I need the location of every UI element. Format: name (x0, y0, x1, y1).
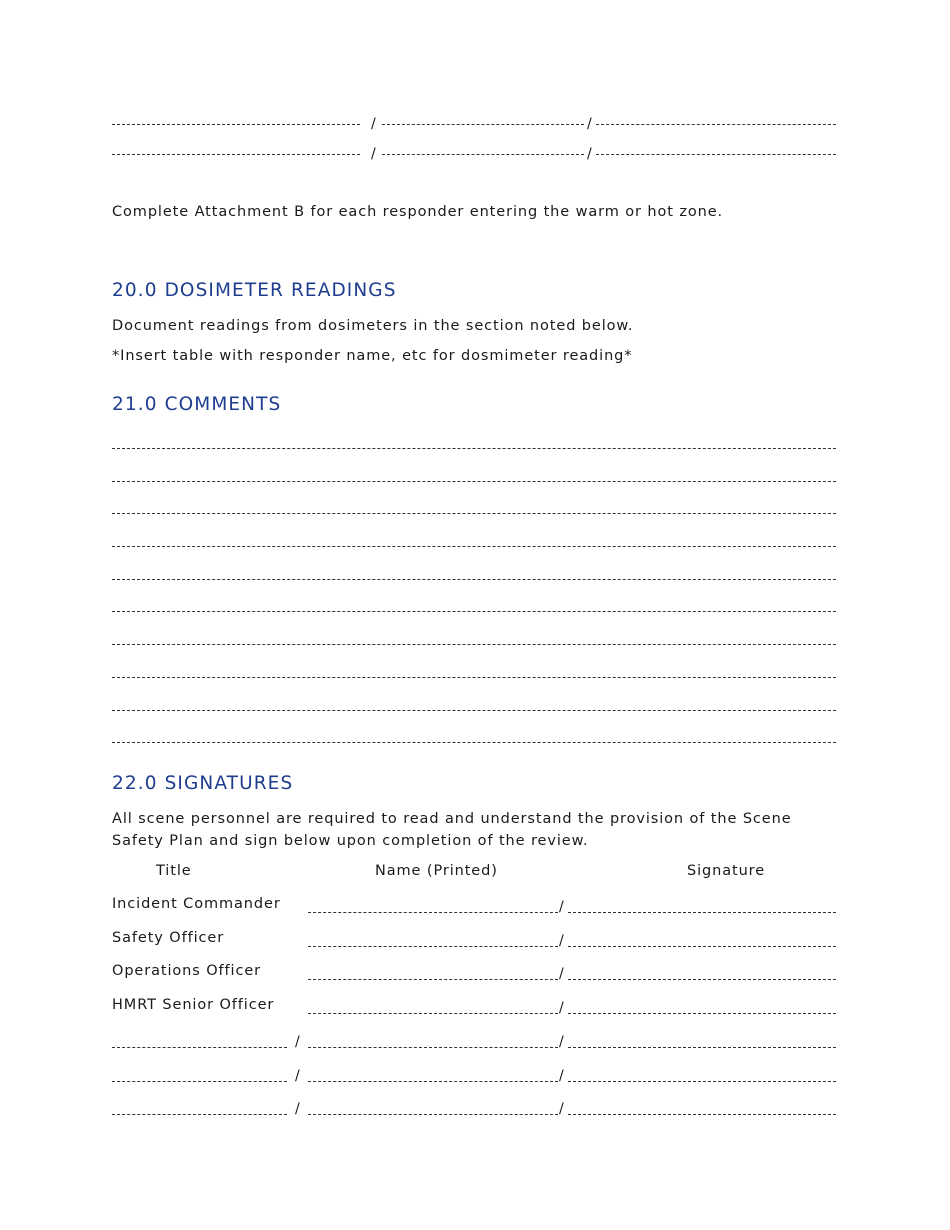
blank-field[interactable] (382, 124, 584, 125)
title-field[interactable] (112, 1047, 287, 1048)
comment-line[interactable] (112, 437, 836, 449)
name-field[interactable] (308, 979, 558, 980)
separator: / (559, 933, 564, 949)
comment-line[interactable] (112, 514, 836, 547)
name-field[interactable] (308, 1081, 558, 1082)
dosimeter-placeholder-note: *Insert table with responder name, etc for dosmimeter reading* (112, 348, 633, 364)
separator: / (559, 1000, 564, 1016)
role-label: HMRT Senior Officer (112, 997, 275, 1013)
signature-row-safety-officer (112, 929, 836, 953)
section-heading-dosimeter: 20.0 DOSIMETER READINGS (112, 280, 397, 301)
signature-field[interactable] (568, 912, 836, 913)
role-label: Incident Commander (112, 896, 281, 912)
separator: / (587, 116, 592, 132)
blank-field[interactable] (596, 154, 836, 155)
signature-row-operations-officer (112, 962, 836, 986)
separator: / (371, 146, 376, 162)
blank-field[interactable] (112, 124, 360, 125)
role-label: Safety Officer (112, 930, 225, 946)
comments-lines (112, 437, 836, 743)
signature-field[interactable] (568, 1013, 836, 1014)
signature-row-blank (112, 1097, 836, 1121)
comment-line[interactable] (112, 612, 836, 645)
comment-line[interactable] (112, 645, 836, 678)
signature-field[interactable] (568, 1081, 836, 1082)
section-heading-comments: 21.0 COMMENTS (112, 394, 282, 415)
signature-row-hmrt-senior-officer (112, 996, 836, 1020)
comment-line[interactable] (112, 482, 836, 515)
name-field[interactable] (308, 1013, 558, 1014)
blank-field[interactable] (382, 154, 584, 155)
role-label: Operations Officer (112, 963, 262, 979)
separator: / (559, 1034, 564, 1050)
signature-row-incident-commander (112, 895, 836, 919)
comment-line[interactable] (112, 580, 836, 613)
signature-field[interactable] (568, 946, 836, 947)
comment-line[interactable] (112, 678, 836, 711)
signature-row-blank (112, 1030, 836, 1054)
section-heading-signatures: 22.0 SIGNATURES (112, 773, 294, 794)
separator: / (587, 146, 592, 162)
attachment-note: Complete Attachment B for each responder entering the warm or hot zone. (112, 204, 724, 220)
separator: / (371, 116, 376, 132)
name-field[interactable] (308, 1047, 558, 1048)
signature-field[interactable] (568, 979, 836, 980)
column-header-signature: Signature (687, 863, 766, 879)
name-field[interactable] (308, 946, 558, 947)
blank-field[interactable] (596, 124, 836, 125)
separator: / (559, 1068, 564, 1084)
separator: / (559, 1101, 564, 1117)
separator: / (559, 899, 564, 915)
comment-line[interactable] (112, 449, 836, 482)
comment-line[interactable] (112, 547, 836, 580)
name-field[interactable] (308, 1114, 558, 1115)
separator: / (559, 966, 564, 982)
signatures-body: All scene personnel are required to read and understand the provision of the Scene Safety Plan and sign below upon completion of the review. (112, 811, 792, 849)
separator: / (295, 1068, 300, 1084)
separator: / (295, 1034, 300, 1050)
blank-field[interactable] (112, 154, 360, 155)
signature-row-blank (112, 1064, 836, 1088)
column-header-title: Title (156, 863, 192, 879)
comment-line[interactable] (112, 711, 836, 744)
signature-field[interactable] (568, 1114, 836, 1115)
separator: / (295, 1101, 300, 1117)
dosimeter-body: Document readings from dosimeters in the section noted below. (112, 318, 634, 334)
column-header-name: Name (Printed) (375, 863, 498, 879)
name-field[interactable] (308, 912, 558, 913)
title-field[interactable] (112, 1114, 287, 1115)
title-field[interactable] (112, 1081, 287, 1082)
signature-field[interactable] (568, 1047, 836, 1048)
